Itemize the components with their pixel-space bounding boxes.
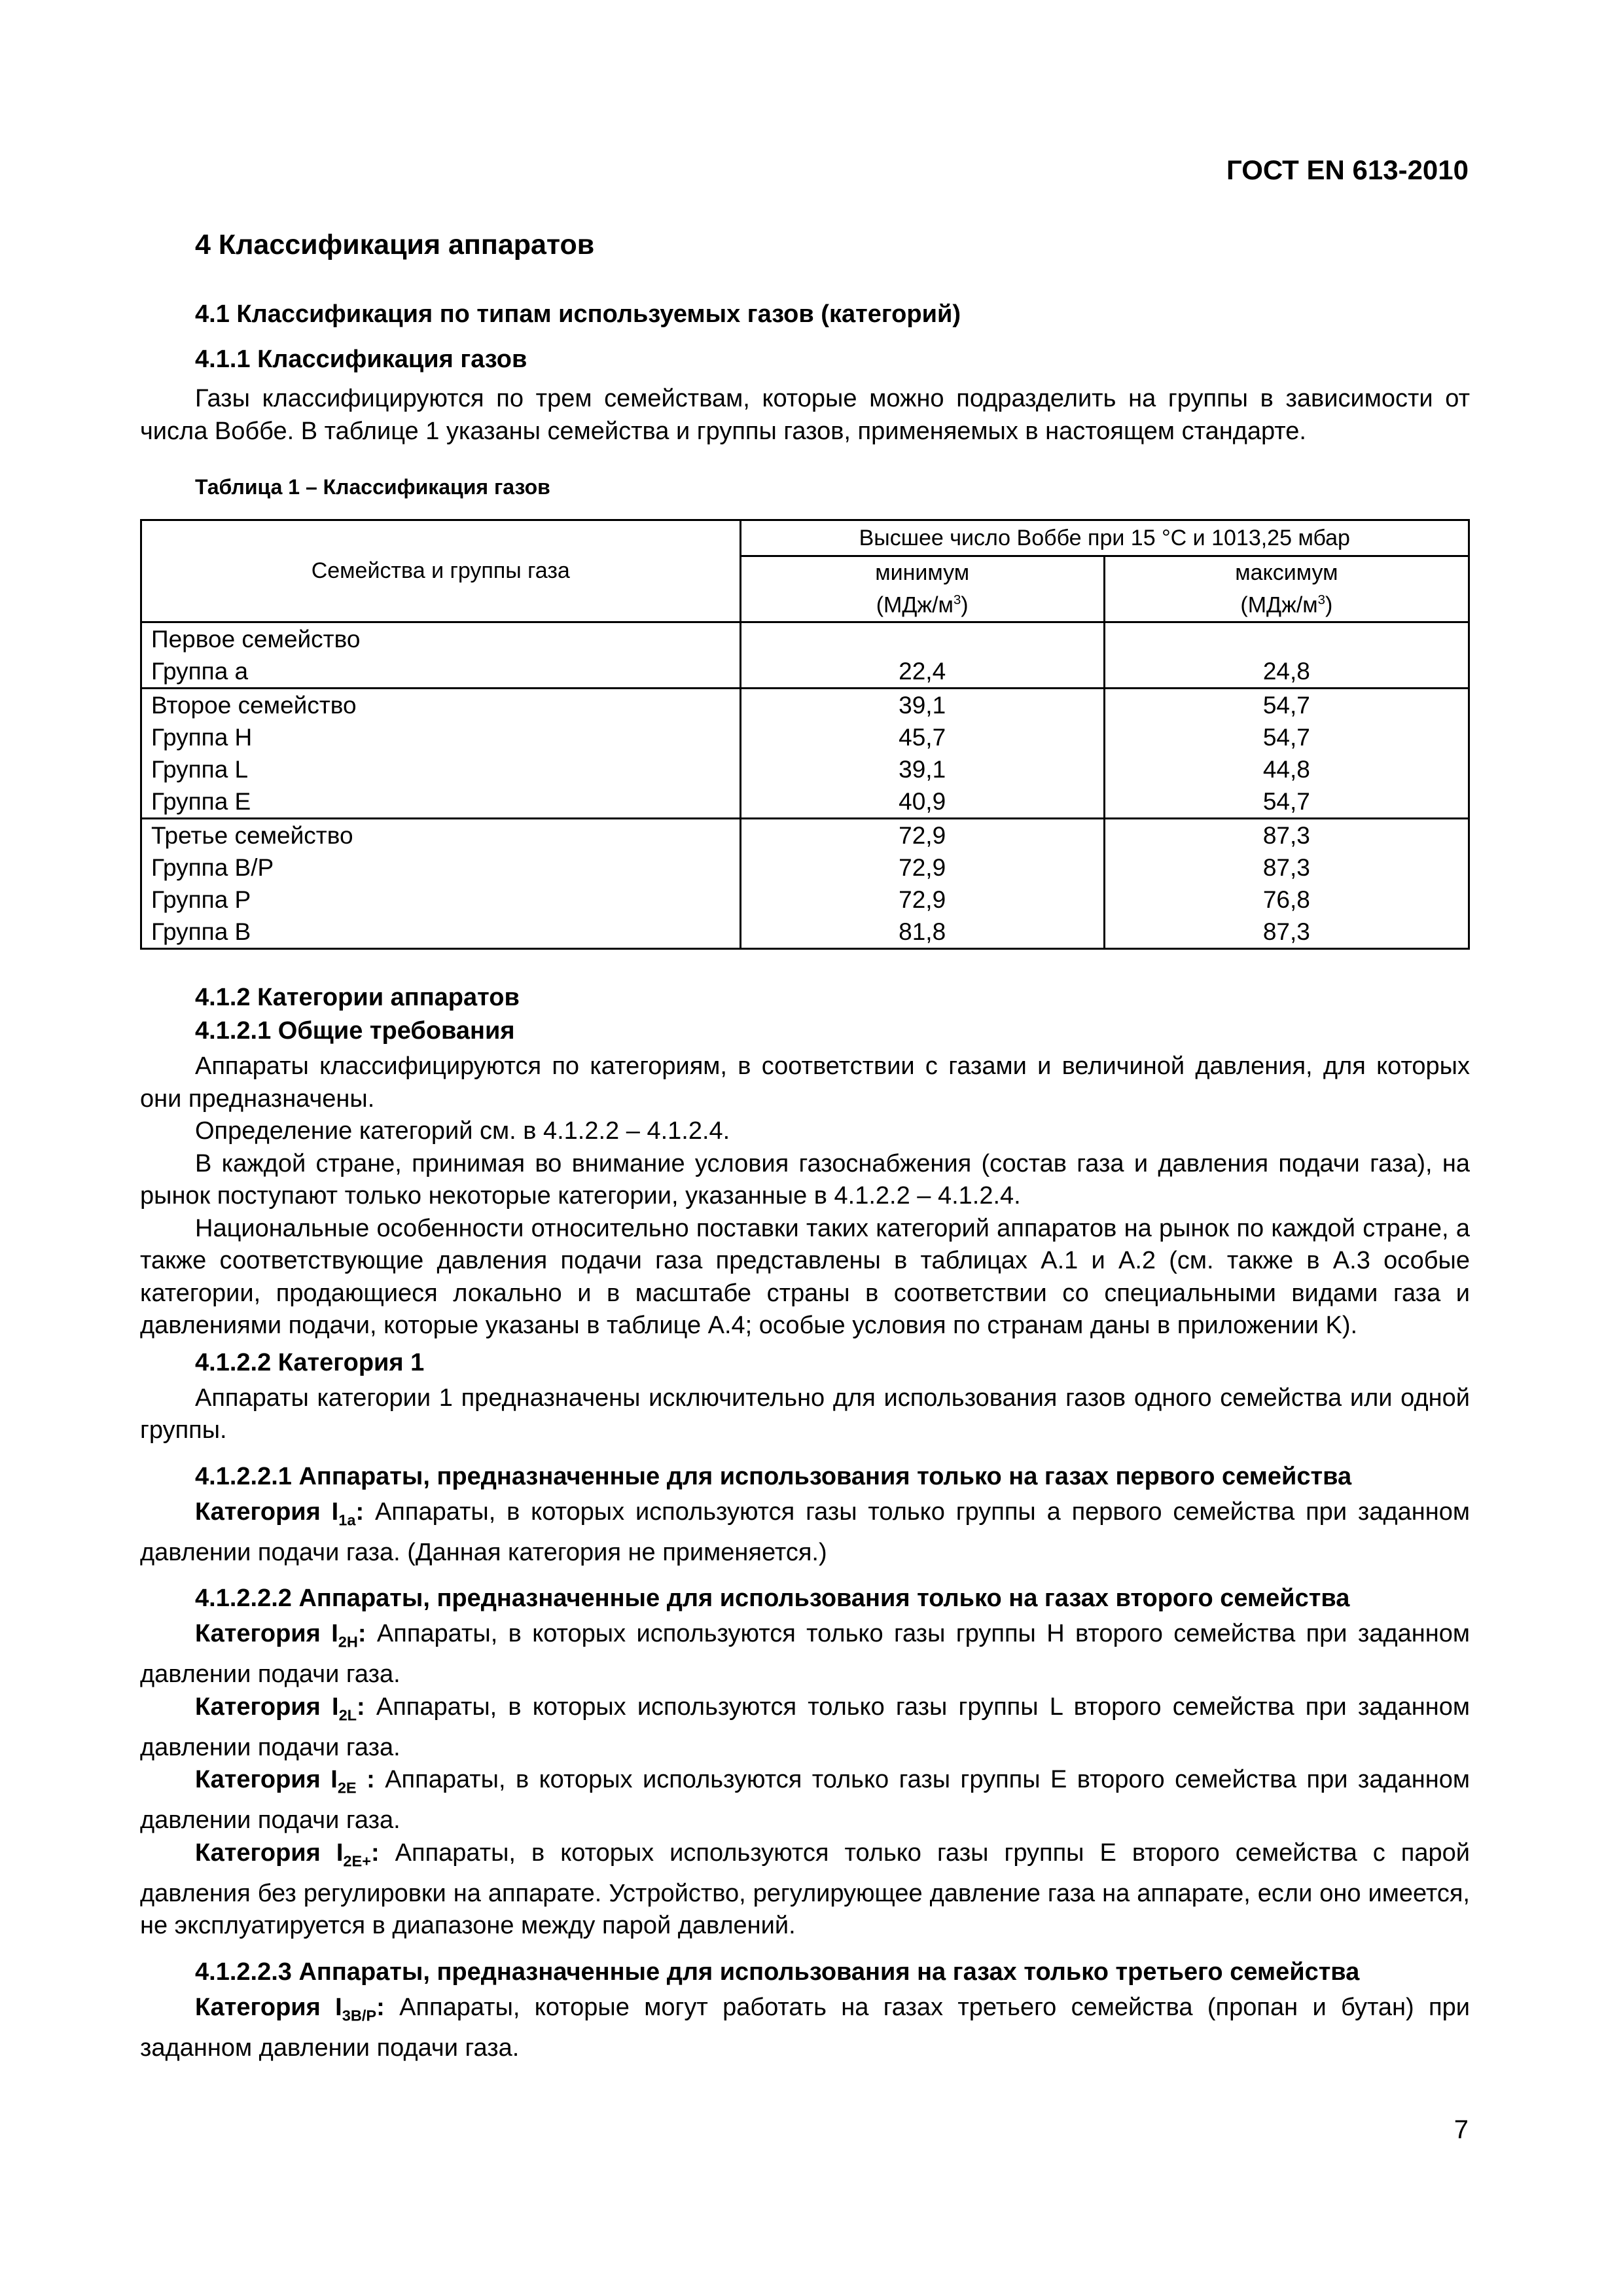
section-4-1-2-title: 4.1.2 Категории аппаратов [195, 984, 520, 1011]
page-content [140, 229, 1470, 2065]
table-row-family-1 [141, 622, 1469, 689]
category-2e-plus-definition: Категория $I_{2E+}$: Аппараты, в которых используются только газы группы Е второго семейства с парой давления без регулировки на аппарате. Устройство, регулирующее давление газа на аппарате, если оно имеется, не эксплуатируется в диапазоне между парой давлений. [140, 1839, 1470, 1940]
category-3bp-definition: Категория $I_{3B/P}$: Аппараты, которые могут работать на газах третьего семейства (пропан и бутан) при заданном давлении подачи газа. [140, 1993, 1470, 2062]
section-4-1-2-1-para-2: Определение категорий см. в 4.1.2.2 – 4.1.2.4. [195, 1117, 730, 1145]
section-4-1-2-2-1-title: 4.1.2.2.1 Аппараты, предназначенные для использования только на газах первого семейства [195, 1462, 1352, 1490]
category-1a-definition: Категория $I_{1a}$: Аппараты, в которых используются газы только группы а первого семейства при заданном давлении подачи газа. (Данная категория не применяется.) [140, 1498, 1470, 1566]
family-names-cell: Второе семейство Группа Н Группа L Группа Е [141, 689, 741, 819]
min-values-cell: 39,1 45,7 39,1 40,9 [740, 689, 1104, 819]
page-number: 7 [1454, 2115, 1469, 2144]
family-names-cell: Первое семейство Группа а [141, 622, 741, 689]
max-values-cell: 87,3 87,3 76,8 87,3 [1104, 819, 1469, 949]
section-4-1-2-1-para-1: Аппараты классифицируются по категориям, в соответствии с газами и величиной давления, для которых они предназначены. [140, 1052, 1470, 1113]
category-2h-definition: Категория $I_{2H}$: Аппараты, в которых используются только газы группы Н второго семейства при заданном давлении подачи газа. [140, 1620, 1471, 1689]
section-4-1-1-text: Газы классифицируются по трем семействам, которые можно подразделить на группы в зависимости от числа Воббе. В таблице 1 указаны семейства и группы газов, применяемых в настоящем стандарте. [140, 385, 1470, 445]
min-values-cell: 72,9 72,9 72,9 81,8 [740, 819, 1104, 949]
column-header-wobbe: Высшее число Воббе при 15 °С и 1013,25 мбар [740, 520, 1469, 556]
table-row-family-3 [141, 819, 1469, 949]
section-4-1-2-1-para-4: Национальные особенности относительно поставки таких категорий аппаратов на рынок по каждой стране, а также соответствующие давления подачи газа представлены в таблицах А.1 и А.2 (см. также в А.3 особые категории, продающиеся локально и в масштабе страны в соответствии со специальными видами газа и давлениями подачи, которые указаны в таблице А.4; особые условия по странам даны в приложении K). [140, 1214, 1470, 1339]
section-4-title: 4 Классификация аппаратов [195, 229, 595, 260]
document-code: ГОСТ EN 613-2010 [1226, 154, 1469, 185]
section-4-1-2-2-title: 4.1.2.2 Категория 1 [195, 1348, 425, 1376]
min-values-cell: 22,4 [740, 622, 1104, 689]
table-row-family-2 [141, 689, 1469, 819]
category-2l-definition: Категория $I_{2L}$: Аппараты, в которых используются только газы группы L второго семейства при заданном давлении подачи газа. [140, 1693, 1471, 1761]
table-1-caption: Таблица 1 – Классификация газов [195, 475, 550, 499]
category-2e-definition: Категория $I_{2E}$ : Аппараты, в которых используются только газы группы Е второго семейства при заданном давлении подачи газа. [140, 1766, 1470, 1835]
column-header-group: Семейства и группы газа [141, 520, 741, 622]
section-4-1-2-1-para-3: В каждой стране, принимая во внимание условия газоснабжения (состав газа и давления подачи газа), на рынок поступают только некоторые категории, указанные в 4.1.2.2 – 4.1.2.4. [140, 1149, 1470, 1210]
family-names-cell: Третье семейство Группа В/Р Группа Р Группа В [141, 819, 741, 949]
column-header-min: минимум $(МДж/м^3)$ [740, 556, 1104, 622]
section-4-1-1-title: 4.1.1 Классификация газов [195, 346, 527, 373]
section-4-1-2-2-3-title: 4.1.2.2.3 Аппараты, предназначенные для использования на газах только третьего семейства [195, 1958, 1360, 1986]
max-values-cell: 24,8 [1104, 622, 1469, 689]
max-values-cell: 54,7 54,7 44,8 54,7 [1104, 689, 1469, 819]
section-4-1-2-2-para: Аппараты категории 1 предназначены исключительно для использования газов одного семейства или одной группы. [140, 1384, 1470, 1444]
section-4-1-2-1-title: 4.1.2.1 Общие требования [195, 1017, 515, 1045]
gas-classification-table [140, 519, 1470, 950]
section-4-1-title: 4.1 Классификация по типам используемых газов (категорий) [195, 300, 961, 328]
section-4-1-2-2-2-title: 4.1.2.2.2 Аппараты, предназначенные для использования только на газах второго семейства [195, 1585, 1350, 1613]
column-header-max: максимум $(МДж/м^3)$ [1104, 556, 1469, 622]
